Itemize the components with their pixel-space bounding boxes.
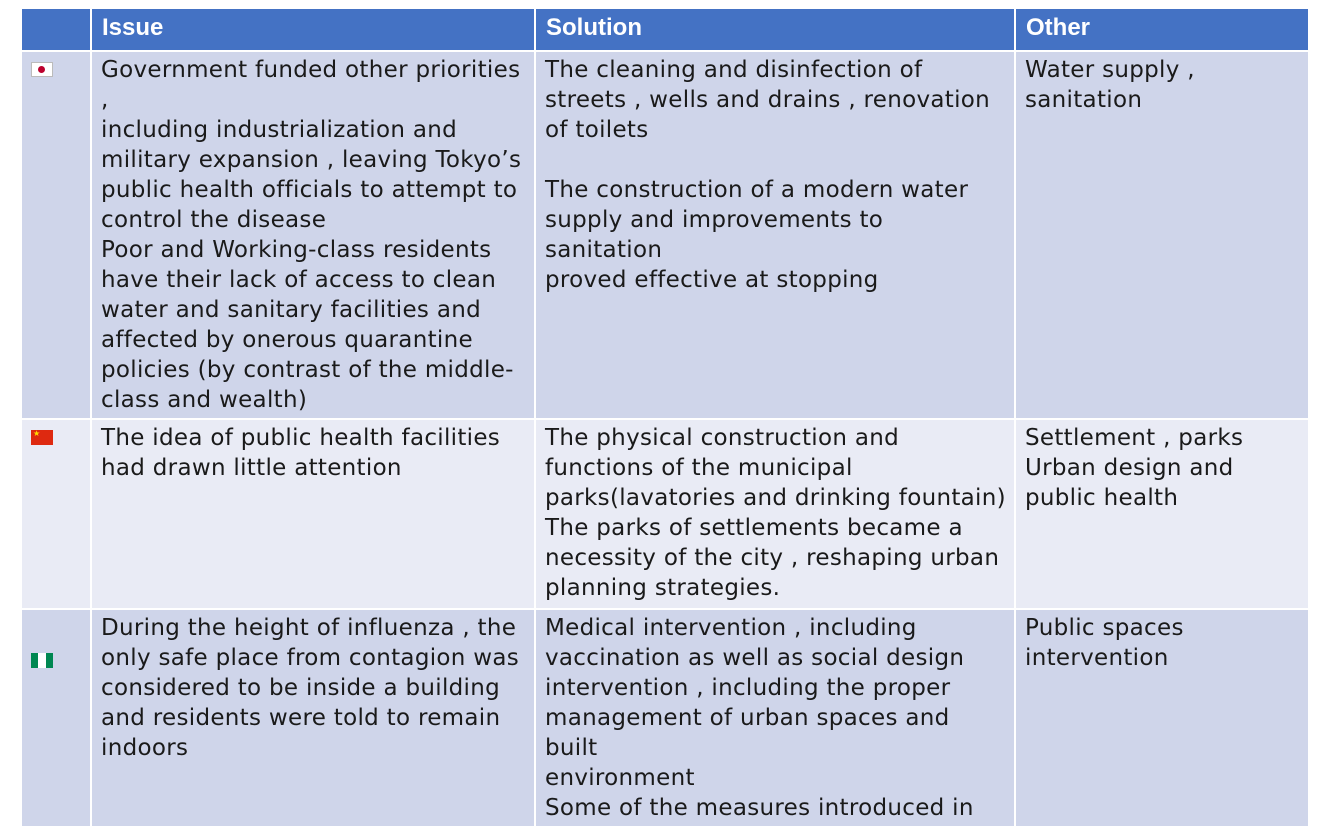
other-cell	[1015, 609, 1309, 827]
cell-line: water and sanitary facilities and	[101, 297, 481, 323]
header-row	[21, 8, 1309, 51]
cell-line: intervention , including the proper	[545, 675, 951, 701]
cell-line: military expansion , leaving Tokyo’s	[101, 147, 522, 173]
solution-cell	[535, 419, 1015, 609]
flag-cell	[21, 609, 91, 827]
cell-line: intervention	[1025, 645, 1169, 671]
cell-line: Water supply ,	[1025, 57, 1195, 83]
table-row	[21, 419, 1309, 609]
cell-line: control the disease	[101, 207, 327, 233]
cell-line: The construction of a modern water	[545, 177, 969, 203]
paragraph-gap	[545, 145, 1006, 175]
cell-line: indoors	[101, 735, 189, 761]
header-flag-column	[21, 8, 91, 51]
cell-line: streets , wells and drains , renovation	[545, 87, 991, 113]
cell-line: Poor and Working-class residents	[101, 237, 492, 263]
cell-line: necessity of the city , reshaping urban	[545, 545, 1000, 571]
cell-line: affected by onerous quarantine	[101, 327, 473, 353]
issue-cell	[91, 609, 535, 827]
cell-line: The cleaning and disinfection of	[545, 57, 923, 83]
cell-line: parks(lavatories and drinking fountain)	[545, 485, 1006, 511]
nigeria-flag-icon	[31, 653, 53, 668]
cell-line: Public spaces	[1025, 615, 1184, 641]
cell-line: Medical intervention , including	[545, 615, 917, 641]
cell-line: functions of the municipal	[545, 455, 853, 481]
cell-line: public health officials to attempt to	[101, 177, 518, 203]
cell-line: planning strategies.	[545, 575, 781, 601]
china-flag-icon: ★	[31, 430, 53, 445]
cell-line: public health	[1025, 485, 1179, 511]
cell-line: only safe place from contagion was	[101, 645, 520, 671]
cell-line: management of urban spaces and built	[545, 705, 950, 761]
solution-cell	[535, 51, 1015, 419]
header-solution: Solution	[535, 8, 1015, 51]
cell-line: supply and improvements to sanitation	[545, 207, 884, 263]
cell-line: Settlement , parks	[1025, 425, 1244, 451]
cell-line: The physical construction and	[545, 425, 900, 451]
other-cell	[1015, 51, 1309, 419]
cell-line: considered to be inside a building	[101, 675, 501, 701]
cell-line: During the height of influenza , the	[101, 615, 517, 641]
cell-line: had drawn little attention	[101, 455, 402, 481]
other-cell	[1015, 419, 1309, 609]
cell-line: proved effective at stopping	[545, 267, 879, 293]
cell-line: policies (by contrast of the middle-	[101, 357, 514, 383]
cell-line: Urban design and	[1025, 455, 1234, 481]
table-row	[21, 51, 1309, 419]
cell-line: environment	[545, 765, 695, 791]
issue-cell	[91, 51, 535, 419]
header-other: Other	[1015, 8, 1309, 51]
japan-flag-icon	[31, 62, 53, 77]
cell-line: and residents were told to remain	[101, 705, 501, 731]
flag-cell	[21, 419, 91, 609]
cell-line: including industrialization and	[101, 117, 458, 143]
cell-line: The idea of public health facilities	[101, 425, 501, 451]
cell-line: sanitation	[1025, 87, 1143, 113]
cell-line: Government funded other priorities ,	[101, 57, 521, 113]
cell-line: The parks of settlements became a	[545, 515, 963, 541]
header-issue: Issue	[91, 8, 535, 51]
issue-cell	[91, 419, 535, 609]
cell-line: class and wealth)	[101, 387, 308, 413]
cell-line: have their lack of access to clean	[101, 267, 497, 293]
flag-cell	[21, 51, 91, 419]
comparison-table	[20, 7, 1310, 828]
table-row	[21, 609, 1309, 827]
cell-line: Some of the measures introduced in	[545, 795, 974, 821]
solution-cell	[535, 609, 1015, 827]
cell-line: of toilets	[545, 117, 649, 143]
cell-line: vaccination as well as social design	[545, 645, 965, 671]
